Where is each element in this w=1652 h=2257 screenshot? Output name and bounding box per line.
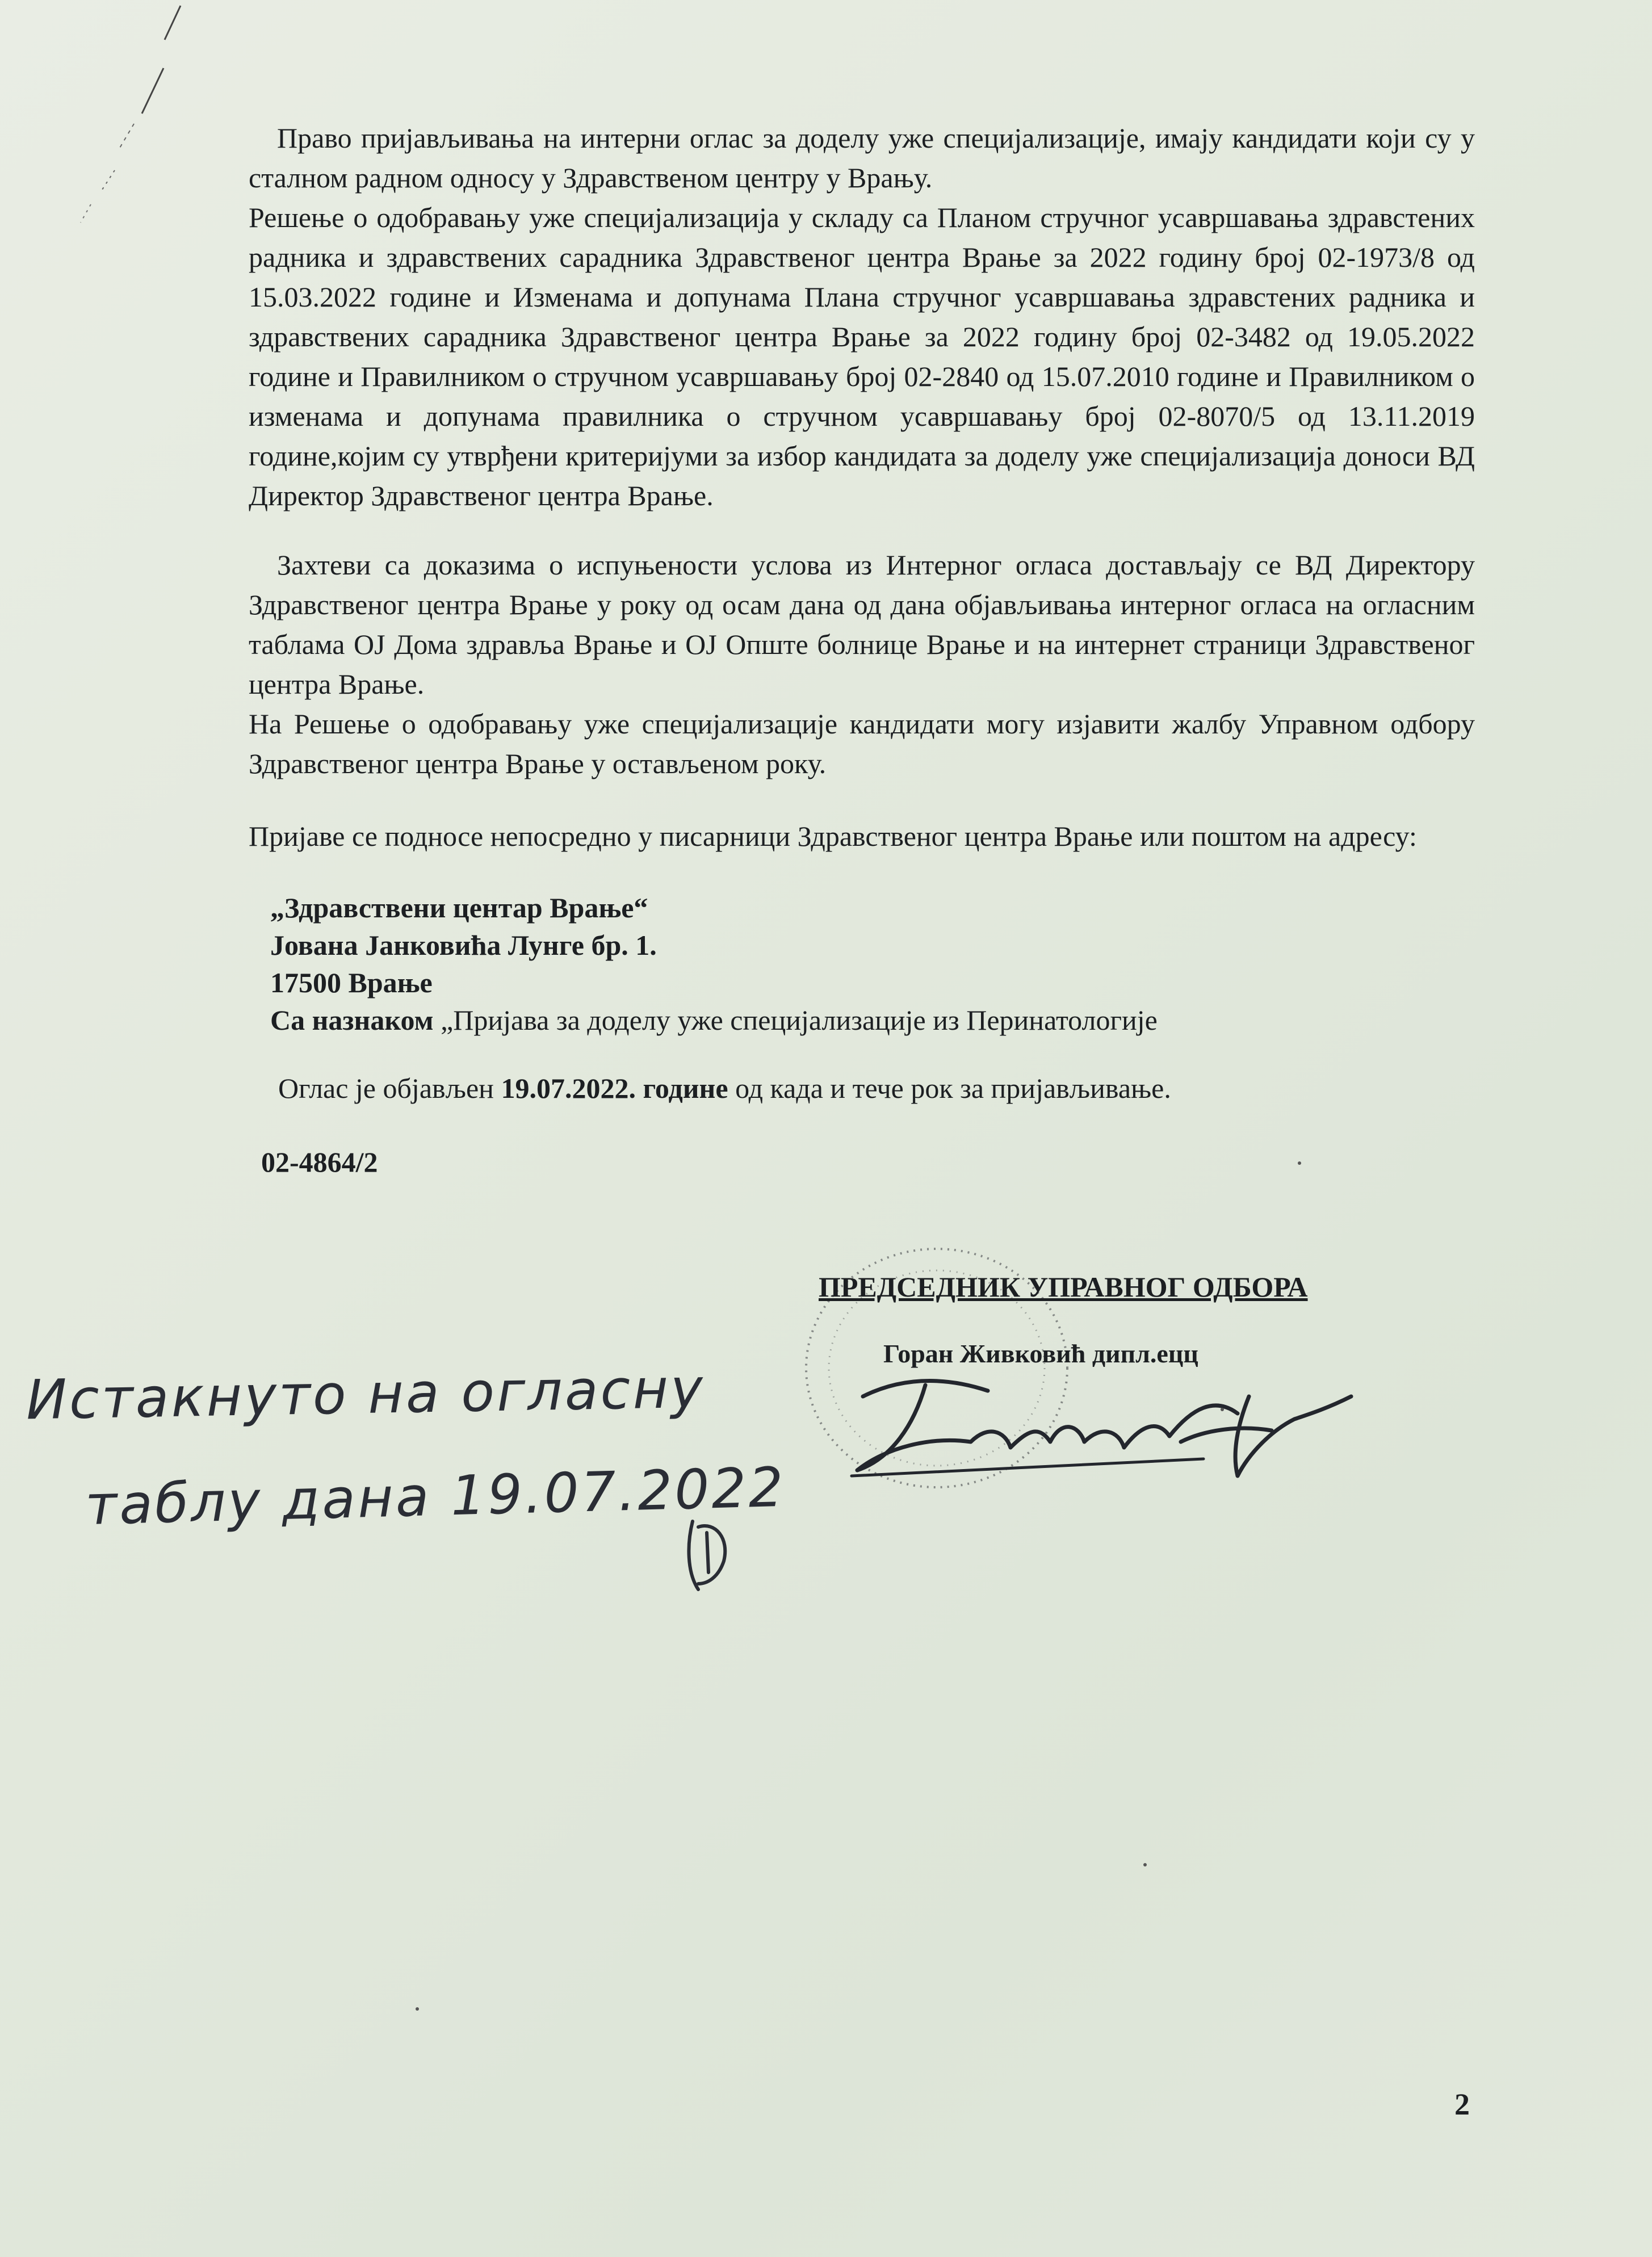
speck bbox=[416, 2007, 419, 2011]
address-note bbox=[270, 1001, 1475, 1039]
handwritten-note-line-1: Истакнуто на огласну bbox=[26, 1356, 706, 1432]
address-city: 17500 Врање bbox=[270, 967, 433, 999]
document-body bbox=[249, 118, 1475, 1108]
handwritten-initials bbox=[676, 1510, 744, 1601]
address-name: „Здравствени центар Врање“ bbox=[270, 892, 648, 924]
margin-pen-marks bbox=[34, 0, 204, 238]
publication-suffix: од када и тече рок за пријављивање. bbox=[728, 1072, 1171, 1104]
publication-date: 19.07.2022. године bbox=[501, 1072, 728, 1104]
signatory-title: ПРЕДСЕДНИК УПРАВНОГ ОДБОРА bbox=[819, 1271, 1308, 1303]
address-street: Јована Јанковића Лунге бр. 1. bbox=[270, 929, 657, 961]
speck bbox=[1221, 1408, 1224, 1411]
publication-notice bbox=[278, 1068, 1475, 1108]
page-number: 2 bbox=[1454, 2087, 1470, 2121]
paragraph-requests: Захтеви са доказима о испуњености услова из Интерног огласа достављају се ВД Директору Здравственог центра Врање у року од осам дана од дана објављивања интерног огласа на огласним таблама ОЈ Дома здравља Врање и ОЈ Опште болнице Врање и на интернет страници Здравственог центра Врање. bbox=[249, 549, 1475, 700]
address-note-text: „Пријава за доделу уже специјализације из Перинатологије bbox=[441, 1004, 1158, 1036]
signatory-name: Горан Живковић дипл.ецц bbox=[883, 1339, 1198, 1368]
speck bbox=[1298, 1161, 1301, 1165]
handwritten-note-line-2: таблу дана 19.07.2022 bbox=[84, 1455, 786, 1538]
speck bbox=[1143, 1863, 1147, 1866]
document-number: 02-4864/2 bbox=[261, 1146, 378, 1178]
paragraph-eligibility: Право пријављивања на интерни оглас за доделу уже специјализације, имају кандидати који су у сталном радном односу у Здравственом центру у Врању. bbox=[249, 122, 1475, 194]
publication-prefix: Оглас је објављен bbox=[278, 1072, 501, 1104]
address-note-label: Са назнаком bbox=[270, 1004, 441, 1036]
paragraph-decision: Решење о одобравању уже специјализација у складу са Планом стручног усавршавања здравстених радника и здравствених сарадника Здравственог центра Врање за 2022 годину број 02-1973/8 од 15.03.2022 године и Изменама и допунама Плана стручног усавршавања здравстених радника и здравствених сарадника Здравственог центра Врање за 2022 годину број 02-3482 од 19.05.2022 године и Правилником о стручном усавршавању број 02-2840 од 15.07.2010 године и Правилником о изменама и допунама правилника о стручном усавршавању број 02-8070/5 од 13.11.2019 године,којим су утврђени критеријуми за избор кандидата за доделу уже специјализација доноси ВД Директор Здравственог центра Врање. bbox=[249, 202, 1475, 511]
handwritten-signature bbox=[840, 1362, 1362, 1493]
paragraph-submission: Пријаве се подносе непосредно у писарници Здравственог центра Врање или поштом на адресу: bbox=[249, 820, 1417, 852]
postal-address bbox=[270, 889, 1475, 1039]
paragraph-appeal: На Решење о одобравању уже специјализације кандидати могу изјавити жалбу Управном одбору Здравственог центра Врање у остављеном року. bbox=[249, 708, 1475, 779]
